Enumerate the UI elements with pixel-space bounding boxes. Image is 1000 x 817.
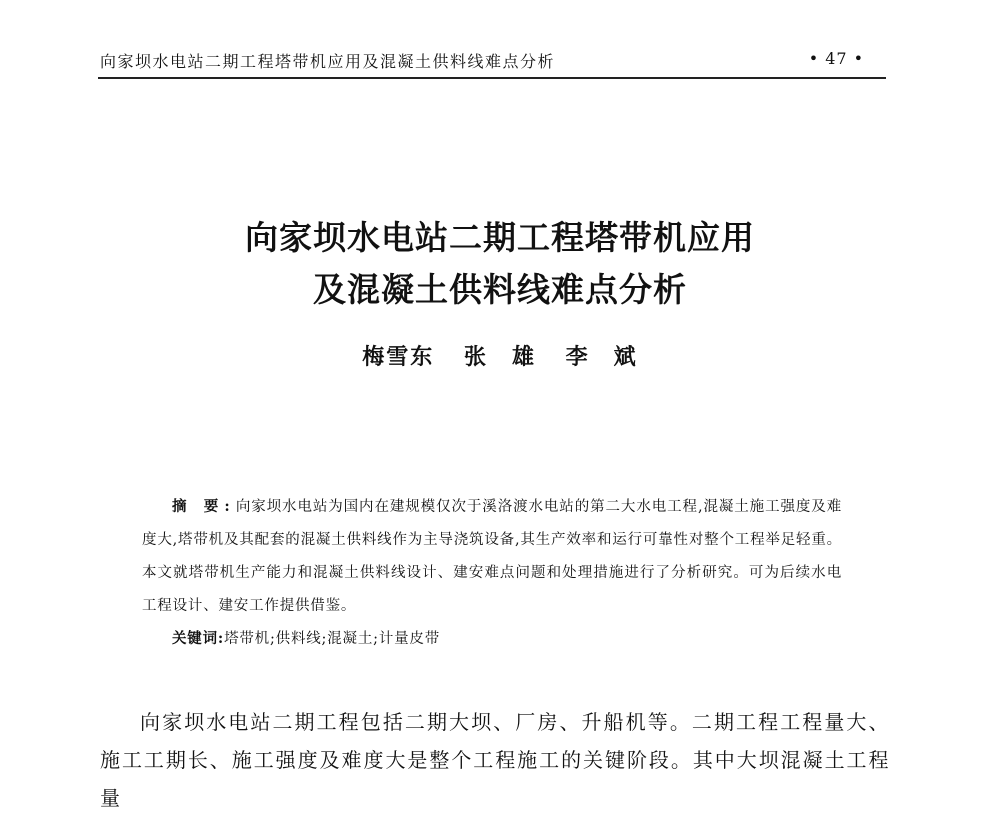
keywords [172,627,440,648]
article-title [0,212,1000,316]
author-list [0,340,1000,371]
title-line-2: 及混凝土供料线难点分析 [313,270,687,309]
author-3: 李 斌 [565,344,638,370]
body-paragraph-1: 向家坝水电站二期工程包括二期大坝、厂房、升船机等。二期工程工程量大、施工工期长、施工强度及难度大是整个工程施工的关键阶段。其中大坝混凝土工程量 [100,710,890,810]
keywords-label: 关键词: [172,630,225,647]
title-line-1: 向家坝水电站二期工程塔带机应用 [245,218,755,257]
page-number-wrap: • 47 • [808,49,864,68]
abstract-label: 摘 要: [172,498,236,515]
keywords-text: 塔带机;供料线;混凝土;计量皮带 [224,631,441,647]
abstract-text: 向家坝水电站为国内在建规模仅次于溪洛渡水电站的第二大水电工程,混凝土施工强度及难度大,塔带机及其配套的混凝土供料线作为主导浇筑设备,其生产效率和运行可靠性对整个工程举足轻重。本文就塔带机生产能力和混凝土供料线设计、建安难点问题和处理措施进行了分析研究。可为后续水电工程设计、建安工作提供借鉴。 [142,499,842,614]
body-text [100,703,890,817]
running-title: 向家坝水电站二期工程塔带机应用及混凝土供料线难点分析 [100,52,556,71]
author-1: 梅雪东 [362,344,435,370]
running-header [98,45,886,79]
page-number: 47 [825,49,848,68]
author-2: 张 雄 [463,344,536,370]
abstract [142,490,842,623]
